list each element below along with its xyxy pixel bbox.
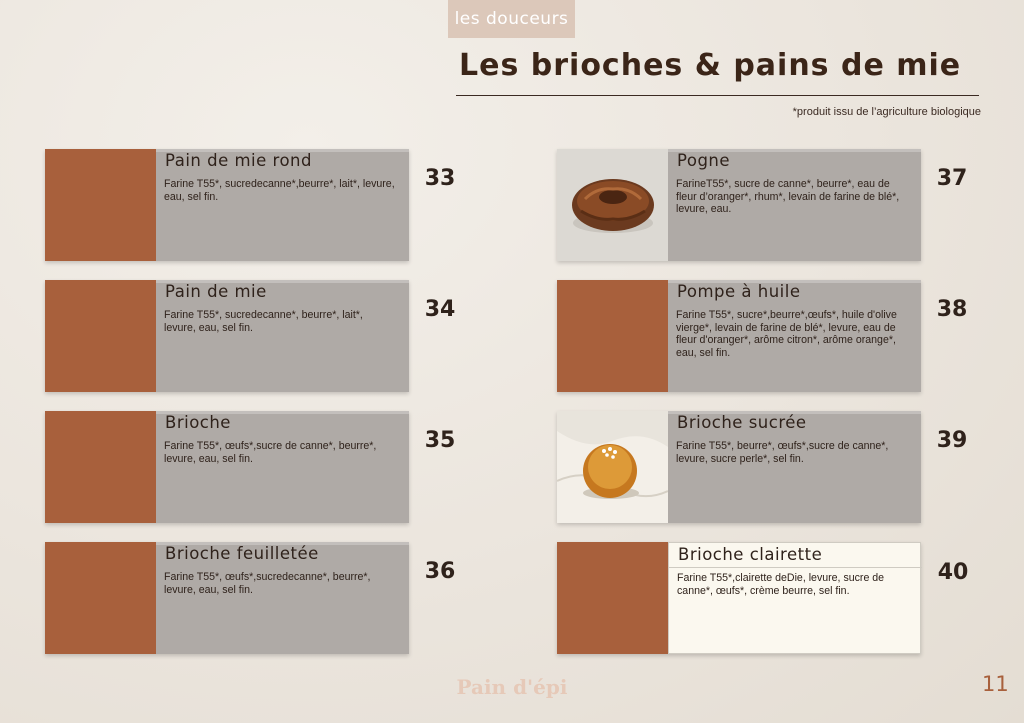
product-number: 40 (937, 560, 969, 585)
product-card (557, 411, 968, 523)
product-card (557, 149, 968, 261)
product-name: Brioche (165, 413, 231, 432)
product-description: Farine T55*, œufs*,sucredecanne*, beurre*, levure, eau, sel fin. (164, 571, 371, 596)
product-body (156, 149, 456, 261)
title-divider (456, 95, 979, 96)
brand-logo: Pain d'épi (456, 675, 568, 699)
brioche-sucree-photo (557, 411, 668, 523)
name-divider (669, 567, 922, 568)
product-card (557, 280, 968, 392)
product-body (156, 411, 456, 523)
product-body (156, 280, 456, 392)
product-body (156, 542, 456, 654)
product-name: Brioche clairette (678, 545, 823, 564)
product-body (668, 542, 969, 654)
organic-note: *produit issu de l’agriculture biologique (792, 106, 981, 118)
section-tab: les douceurs (448, 0, 575, 38)
product-thumbnail-placeholder (557, 542, 668, 654)
product-number: 36 (424, 559, 456, 584)
product-card (45, 542, 456, 654)
product-description: Farine T55*, œufs*,sucre de canne*, beurre*, levure, eau, sel fin. (164, 440, 377, 465)
product-body (668, 149, 968, 261)
brioche-bun-image (557, 411, 668, 523)
product-thumbnail-placeholder (45, 149, 156, 261)
pogne-bread-image (557, 149, 668, 261)
pogne-photo (557, 149, 668, 261)
product-name: Pompe à huile (677, 282, 801, 301)
product-card (45, 411, 456, 523)
product-description: FarineT55*, sucre de canne*, beurre*, eau de fleur d’oranger*, rhum*, levain de farine de blé*, levure, eau. (676, 178, 900, 215)
product-description: Farine T55*,clairette deDie, levure, sucre de canne*, œufs*, crème beurre, sel fin. (677, 572, 885, 597)
product-card-highlighted (557, 542, 969, 654)
product-thumbnail-placeholder (557, 280, 668, 392)
product-thumbnail-placeholder (45, 411, 156, 523)
product-name: Pain de mie (165, 282, 267, 301)
product-card (45, 149, 456, 261)
product-card (45, 280, 456, 392)
product-number: 38 (936, 297, 968, 322)
product-name: Pogne (677, 151, 731, 170)
product-number: 39 (936, 428, 968, 453)
page-number: 11 (982, 672, 1009, 696)
product-name: Brioche sucrée (677, 413, 807, 432)
product-name: Pain de mie rond (165, 151, 312, 170)
product-number: 35 (424, 428, 456, 453)
product-description: Farine T55*, sucredecanne*, beurre*, lait*, levure, eau, sel fin. (164, 309, 363, 334)
product-number: 37 (936, 166, 968, 191)
product-thumbnail-placeholder (45, 542, 156, 654)
product-description: Farine T55*, sucre*,beurre*,œufs*, huile d'olive vierge*, levain de farine de blé*, levure, eau de fleur d'oranger*, arôme citron*, arôme orange*, eau, sel fin. (676, 309, 897, 359)
product-description: Farine T55*, beurre*, œufs*,sucre de canne*, levure, sucre perle*, sel fin. (676, 440, 889, 465)
product-body (668, 411, 968, 523)
product-description: Farine T55*, sucredecanne*,beurre*, lait*, levure, eau, sel fin. (164, 178, 395, 203)
product-number: 34 (424, 297, 456, 322)
product-name: Brioche feuilletée (165, 544, 319, 563)
page-title: Les brioches & pains de mie (459, 48, 962, 83)
product-body (668, 280, 968, 392)
product-number: 33 (424, 166, 456, 191)
product-thumbnail-placeholder (45, 280, 156, 392)
